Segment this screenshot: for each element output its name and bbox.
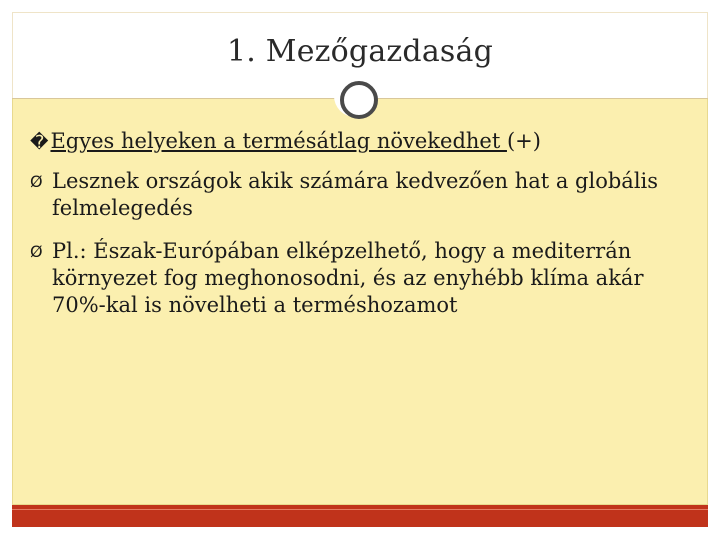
bullet-item (30, 168, 690, 222)
bullet-text: Pl.: Észak-Európában elképzelhető, hogy a mediterrán környezet fog meghonosodni, és az enyhébb klíma akár 70%-kal is növelheti a terméshozamot (52, 239, 644, 317)
bullet-item (30, 238, 690, 319)
heading-line (30, 128, 690, 156)
arrow-bullet-icon: Ø (30, 172, 43, 191)
arrow-bullet-icon: Ø (30, 242, 43, 261)
heading-underlined-text: Egyes helyeken a termésátlag növekedhet (50, 129, 507, 153)
slide-title: 1. Mezőgazdaság (227, 34, 493, 69)
circle-ornament-icon (340, 81, 378, 119)
bullet-text: Lesznek országok akik számára kedvezően hat a globális felmelegedés (52, 169, 659, 220)
heading-suffix: (+) (506, 129, 541, 153)
bottom-bar-line (12, 509, 708, 510)
unknown-glyph-icon: � (30, 132, 49, 153)
